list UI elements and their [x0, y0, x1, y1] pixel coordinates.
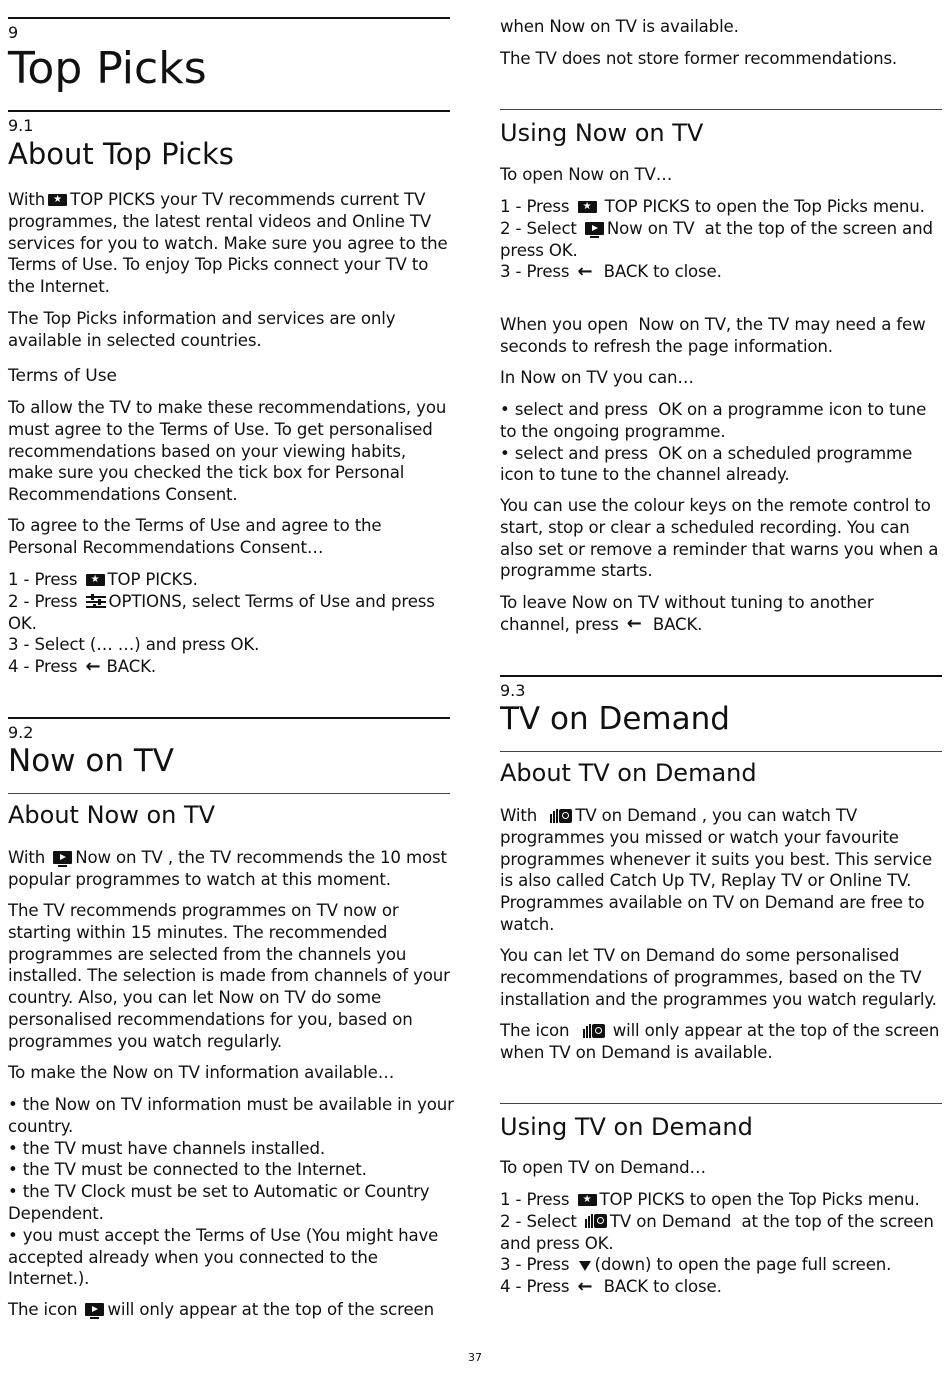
keyword: Personal Recommendations Consent: [8, 463, 405, 505]
section-9-1-header: [8, 110, 450, 172]
terms-of-use-heading: Terms of Use: [8, 366, 118, 386]
subsection-title: About TV on Demand: [500, 759, 757, 787]
keyword: Now on TV: [638, 315, 726, 334]
step-text: .: [608, 1233, 614, 1253]
bullet-item: • select and press: [500, 400, 648, 419]
bullet-item: on a scheduled programme icon to tune to the channel already.: [500, 443, 913, 485]
text: With: [500, 806, 538, 825]
paragraph: To open TV on Demand…: [500, 1158, 706, 1177]
subsection-title: About Now on TV: [8, 801, 216, 829]
tv-on-demand-icon: [585, 1214, 607, 1228]
paragraph: To make the Now on TV information available…: [8, 1063, 395, 1082]
paragraph: [500, 805, 946, 936]
paragraph: [500, 592, 946, 636]
bullet-item: • the TV must have channels installed.: [8, 1138, 325, 1158]
keyword: Now on TV: [75, 848, 163, 867]
subsection-header: [500, 109, 942, 148]
step-text: 2 - Press: [8, 591, 78, 611]
keyword: TV on Demand: [575, 806, 697, 825]
step-text: (down) to open the page full screen.: [594, 1255, 892, 1275]
steps-list: [500, 1189, 946, 1298]
step-text: .: [254, 635, 260, 655]
step-text: BACK: [603, 262, 648, 282]
keyword: Now on TV: [606, 218, 695, 238]
bullet-list: [8, 1094, 454, 1290]
top-picks-icon: ★: [86, 574, 105, 586]
bullet-item: • the TV must be connected to the Internet.: [8, 1160, 367, 1180]
text: will only appear at the top of the screen: [107, 1300, 434, 1319]
keyword: OK: [584, 1233, 609, 1253]
paragraph: The TV does not store former recommendations.: [500, 49, 898, 68]
section-title: About Top Picks: [8, 137, 234, 171]
section-title: TV on Demand: [500, 701, 730, 737]
step-text: 3 - Press: [500, 262, 570, 282]
step-text: BACK: [603, 1277, 648, 1297]
top-picks-icon: ★: [578, 201, 597, 213]
top-picks-icon: ★: [578, 1194, 597, 1206]
step-text: .: [192, 570, 198, 589]
top-picks-icon: ★: [48, 194, 67, 206]
subsection-header: [500, 1103, 942, 1142]
step-text: at the top of the screen and press: [500, 1211, 934, 1253]
keyword: OK: [230, 635, 255, 655]
step-text: OPTIONS: [108, 591, 182, 611]
text: .: [232, 485, 238, 505]
steps-list: [500, 196, 946, 283]
bullet-list: [500, 399, 946, 486]
steps-list: [8, 569, 454, 678]
step-text: TOP PICKS to open the Top Picks menu.: [599, 1190, 920, 1209]
chapter-title: Top Picks: [8, 43, 207, 94]
text: BACK: [652, 614, 698, 634]
step-text: 3 - Press: [500, 1255, 570, 1275]
bullet-item: • select and press: [500, 443, 648, 463]
now-on-tv-icon: [53, 851, 72, 864]
step-text: to close.: [653, 1277, 722, 1297]
paragraph: The Top Picks information and services are only available in selected countries.: [8, 309, 396, 350]
text: do some personalised recommendations for you, based on programmes you watch regularly.: [8, 988, 413, 1051]
paragraph: In Now on TV you can…: [500, 368, 694, 387]
keyword: OK: [548, 240, 573, 260]
keyword: TV on Demand: [609, 1211, 732, 1231]
section-number: 9.2: [8, 723, 34, 742]
page-number: 37: [468, 1351, 482, 1364]
step-text: 4 - Press: [500, 1277, 570, 1297]
text: To leave Now on TV without tuning to another channel, press: [500, 593, 874, 634]
back-icon: ←: [626, 613, 642, 635]
text: , the TV may need a few seconds to refresh the page information.: [500, 315, 926, 356]
section-title: Now on TV: [8, 743, 174, 779]
section-number: 9.1: [8, 116, 34, 135]
text: With: [8, 848, 46, 867]
subsection-header: [500, 751, 942, 788]
paragraph: [8, 1299, 454, 1321]
step-text: 2 - Select: [500, 1211, 577, 1231]
now-on-tv-icon: [85, 1303, 104, 1316]
text: When you open: [500, 315, 629, 334]
text: To allow the TV to make these recommendations, you must agree to the Terms of Use. To get personalised recommendations based on your viewing habits, make sure you checked the tick box for: [8, 398, 447, 483]
keyword: OK: [658, 443, 682, 463]
tv-on-demand-icon: [550, 809, 572, 823]
bullet-item: • the TV Clock must be set to Automatic or Country Dependent.: [8, 1182, 430, 1223]
subsection-title: Using TV on Demand: [500, 1113, 753, 1141]
tv-on-demand-icon: [583, 1024, 605, 1038]
paragraph: [8, 189, 454, 298]
step-text: to open the Top Picks menu.: [694, 197, 925, 216]
keyword: OK: [8, 613, 32, 633]
bullet-item: • you must accept the Terms of Use (You might have accepted already when you connected to the Internet.).: [8, 1225, 439, 1289]
text: The icon: [500, 1021, 570, 1040]
back-icon: ←: [85, 655, 101, 677]
section-9-3-header: [500, 675, 942, 737]
step-text: and press: [355, 591, 435, 611]
step-text: 1 - Press: [500, 197, 570, 216]
back-icon: ←: [577, 1275, 593, 1297]
paragraph: You can let TV on Demand do some personalised recommendations of programmes, based on the TV installation and the programmes you watch regularly.: [500, 946, 937, 1009]
chapter-number: 9: [8, 23, 19, 42]
back-icon: ←: [577, 260, 593, 282]
text: The TV recommends programmes on TV now or starting within 15 minutes. The recommended programmes are selected from the channels you installed. The selection is made from channels of your country. Also, you can let: [8, 901, 450, 1008]
paragraph: [500, 1020, 946, 1064]
text: .: [697, 614, 703, 634]
text: will only appear at the top of the screen when TV on Demand is available.: [500, 1021, 940, 1062]
text: TOP PICKS your TV recommends current TV programmes, the latest rental videos and Online TV services for you to watch. Make sure you agree to the Terms of Use. To enjoy Top Picks connect your TV to the Internet.: [8, 190, 448, 297]
text: The icon: [8, 1300, 78, 1319]
bullet-item: • the Now on TV information must be available in your country.: [8, 1095, 454, 1136]
paragraph: [8, 847, 454, 891]
step-text: , select: [181, 591, 241, 611]
down-arrow-icon: [579, 1261, 591, 1271]
paragraph: [500, 314, 946, 358]
text: , you can watch TV programmes you missed or watch your favourite programmes whenever it suits you best. This service is also called Catch Up TV, Replay TV or Online TV. Programmes available on TV on Demand are free to watch.: [500, 806, 933, 934]
step-text: TOP PICKS: [107, 570, 193, 589]
text: , the TV recommends the 10 most popular programmes to watch at this moment.: [8, 848, 447, 889]
subsection-title: Using Now on TV: [500, 119, 704, 147]
step-text: at the top of the screen and press: [500, 218, 933, 260]
step-text: 1 - Press: [8, 570, 78, 589]
keyword: Now on TV: [218, 988, 306, 1008]
step-text: 2 - Select: [500, 218, 577, 238]
bullet-item: on a programme icon to tune to the ongoing programme.: [500, 400, 927, 441]
options-icon: [86, 594, 106, 608]
step-text: 4 - Press: [8, 657, 78, 677]
text: With: [8, 190, 46, 209]
now-on-tv-icon: [585, 222, 604, 235]
paragraph: To open Now on TV…: [500, 165, 673, 184]
step-text: BACK: [106, 657, 151, 677]
paragraph: when Now on TV is available.: [500, 17, 739, 36]
subsection-header: [8, 793, 450, 830]
section-number: 9.3: [500, 681, 526, 700]
paragraph: To agree to the Terms of Use and agree to the Personal Recommendations Consent…: [8, 516, 382, 557]
paragraph: You can use the colour keys on the remote control to start, stop or clear a scheduled recording. You can also set or remove a reminder that warns you when a programme starts.: [500, 496, 939, 581]
section-9-2-header: [8, 717, 450, 779]
step-text: 1 - Press: [500, 1190, 570, 1209]
step-text: .: [150, 657, 156, 677]
paragraph: [8, 900, 454, 1053]
keyword: OK: [658, 400, 682, 419]
keyword: Terms of Use: [245, 591, 350, 611]
step-text: 3 - Select (… …) and press: [8, 635, 226, 655]
paragraph: [8, 397, 454, 506]
step-text: to close.: [653, 262, 722, 282]
step-text: TOP PICKS: [604, 197, 690, 216]
step-text: .: [572, 240, 578, 260]
chapter-9-header: [8, 17, 450, 95]
step-text: .: [31, 613, 37, 633]
